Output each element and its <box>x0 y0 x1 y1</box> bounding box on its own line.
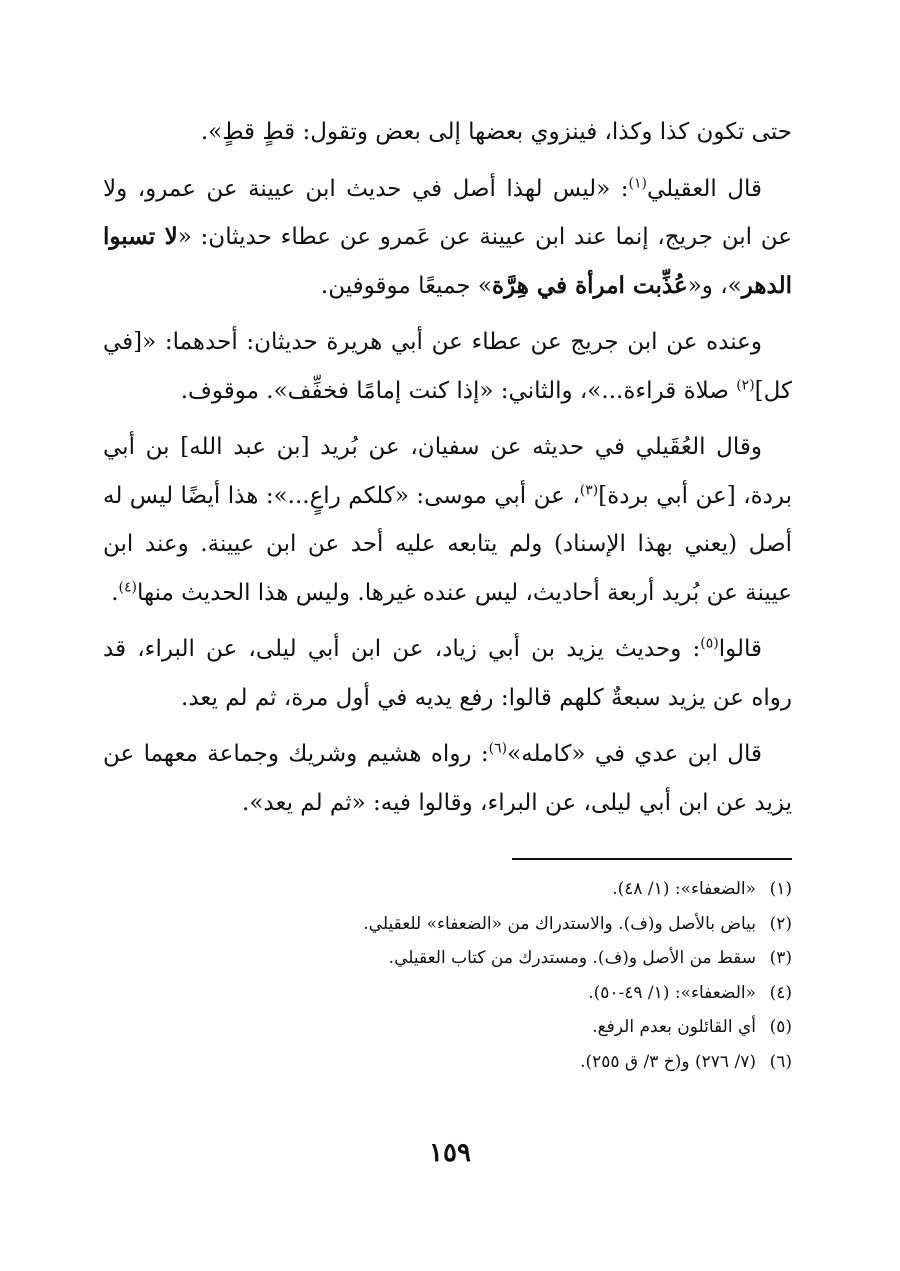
paragraph <box>103 165 792 311</box>
footnote-text: «الضعفاء»: (١/ ٤٨). <box>612 879 756 899</box>
footnote-ref: (٦) <box>488 740 508 757</box>
footnote-text: سقط من الأصل و(ف). ومستدرك من كتاب العقيلي. <box>388 948 756 968</box>
page-number: ١٥٩ <box>429 1138 471 1168</box>
text-run: ، عن أبي موسى: «كلكم راعٍ...»: هذا أيضًا ليس له أصل (يعني بهذا الإسناد) ولم يتابعه عليه أحد عن ابن عيينة. وعند ابن عيينة عن بُريد أربعة أحاديث، ليس عنده غيرها. وليس هذا الحديث منها <box>103 482 792 606</box>
text-run: وقال العُقَيلي في حديثه عن سفيان، عن بُريد [بن عبد الله] بن أبي بردة، [عن أبي بردة] <box>103 434 793 509</box>
main-text <box>103 108 792 827</box>
hadith-title: عُذِّبت امرأة في هِرَّة <box>492 271 688 299</box>
footnote-text: بياض بالأصل و(ف). والاستدراك من «الضعفاء» للعقيلي. <box>363 913 756 934</box>
text-run: صلاة قراءة...»، والثاني: «إذا كنت إمامًا فخفِّف». موقوف. <box>180 377 737 404</box>
text-run: : وحديث يزيد بن أبي زياد، عن ابن أبي ليلى، عن البراء، قد رواه عن يزيد سبعةٌ كلهم قالوا: رفع يديه في أول مرة، ثم لم يعد. <box>103 636 792 711</box>
footnote-ref: (٤) <box>118 578 137 595</box>
footnote-number: (٢) <box>769 913 792 934</box>
footnote-text: (٧/ ٢٧٦) و(خ ٣/ ق ٢٥٥). <box>580 1051 756 1072</box>
text-run: وعنده عن ابن جريج عن عطاء عن أبي هريرة حديثان: أحدهما: «[في كل] <box>103 329 792 404</box>
footnote <box>103 1010 792 1045</box>
footnote <box>103 941 792 976</box>
footnotes-list <box>103 872 792 1079</box>
text-run: . <box>111 579 119 606</box>
footnote <box>103 976 792 1011</box>
footnote-ref: (٢) <box>736 376 755 393</box>
footnote-number: (٦) <box>769 1051 792 1072</box>
text-run: قال ابن عدي في «كامله» <box>507 741 762 767</box>
footnote <box>103 907 792 942</box>
footnote-ref: (٣) <box>579 481 599 498</box>
footnote-text: «الضعفاء»: (١/ ٤٩-٥٠). <box>588 982 756 1003</box>
footnote <box>103 872 792 907</box>
text-run: حتى تكون كذا وكذا، فينزوي بعضها إلى بعض وتقول: قطٍ قطٍ». <box>200 119 792 145</box>
footnote-number: (٣) <box>769 948 792 968</box>
paragraph <box>103 423 792 617</box>
footnote-text: أي القائلون بعدم الرفع. <box>592 1017 756 1037</box>
text-run: قال العقيلي <box>646 175 762 202</box>
paragraph <box>103 318 792 415</box>
footnote <box>103 1045 792 1080</box>
paragraph <box>103 730 792 827</box>
hadith-title: لا تسبوا الدهر <box>103 223 792 299</box>
paragraph <box>103 625 792 722</box>
footnote-ref: (١) <box>628 174 647 191</box>
footnote-number: (٤) <box>769 982 792 1003</box>
footnote-number: (١) <box>769 879 792 899</box>
text-run: : «ليس لهذا أصل في حديث ابن عيينة عن عمرو، ولا عن ابن جريج، إنما عند ابن عيينة عن عَمرو عن عطاء حديثان: « <box>103 175 792 250</box>
text-run: قالوا <box>718 636 762 662</box>
text-run: »، و« <box>687 272 742 299</box>
paragraph <box>103 108 792 157</box>
text-run: : رواه هشيم وشريك وجماعة معهما عن يزيد عن ابن أبي ليلى، عن البراء، وقالوا فيه: «ثم لم يعد». <box>103 741 792 816</box>
text-run: » جميعًا موقوفين. <box>320 272 493 299</box>
footnote-ref: (٥) <box>700 635 719 652</box>
footnote-number: (٥) <box>769 1017 792 1037</box>
footnote-separator <box>512 858 792 860</box>
